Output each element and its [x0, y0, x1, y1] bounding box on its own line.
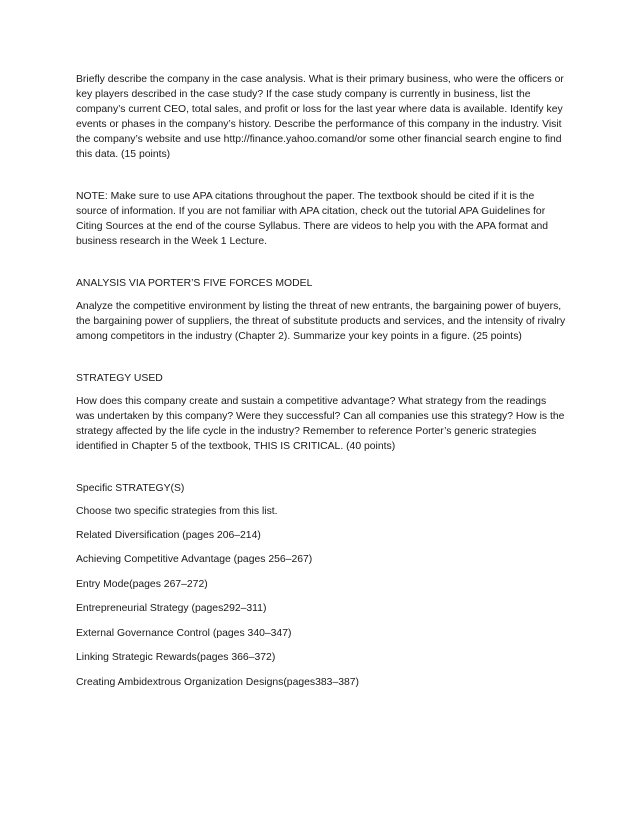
document-content — [76, 72, 566, 694]
spacer — [76, 291, 566, 299]
spacer — [76, 454, 566, 481]
intro-paragraph: Briefly describe the company in the case analysis. What is their primary business, who were the officers or key players described in the case study? If the case study company is currently in business, list the company’s current CEO, total sales, and profit or loss for the last year where data is available. Identify key events or phases in the company’s history. Describe the performance of this company in the industry. Visit the company’s website and use http://finance.yahoo.comand/or some other financial search engine to find this data. (15 points) — [76, 74, 564, 160]
specific-heading: Specific STRATEGY(S) — [76, 483, 185, 494]
strategy-list-item: Related Diversification (pages 206–214) — [76, 529, 261, 541]
spacer — [76, 344, 566, 371]
spacer — [76, 162, 566, 189]
note-paragraph: NOTE: Make sure to use APA citations throughout the paper. The textbook should be cited if it is the source of information. If you are not familiar with APA citation, check out the tutorial APA Guidelines for Citing Sources at the end of the course Syllabus. There are videos to help you with the APA format and business research in the Week 1 Lecture. — [76, 191, 549, 247]
spacer — [76, 249, 566, 276]
strategy-list-item: Linking Strategic Rewards(pages 366–372) — [76, 652, 276, 663]
strategy-list-item: Creating Ambidextrous Organization Designs(pages383–387) — [76, 676, 360, 688]
strategy-list-item: Entry Mode(pages 267–272) — [76, 578, 208, 590]
strategy-paragraph: How does this company create and sustain a competitive advantage? What strategy from the readings was undertaken by this company? Were they successful? Can all companies use this strategy? How is the strategy affected by the life cycle in the industry? Remember to reference Porter’s generic strategies identified in Chapter 5 of the textbook, THIS IS CRITICAL. (40 points) — [76, 396, 565, 452]
specific-instruction: Choose two specific strategies from this list. — [76, 506, 278, 517]
spacer — [76, 386, 566, 394]
strategy-list-item: External Governance Control (pages 340–347) — [76, 627, 292, 639]
strategy-list-item: Entrepreneurial Strategy (pages292–311) — [76, 603, 267, 614]
strategy-heading: STRATEGY USED — [76, 373, 163, 384]
porter-heading: ANALYSIS VIA PORTER’S FIVE FORCES MODEL — [76, 278, 313, 289]
porter-paragraph: Analyze the competitive environment by listing the threat of new entrants, the bargaining power of buyers, the bargaining power of suppliers, the threat of substitute products and services, and the intensity of rivalry among competitors in the industry (Chapter 2). Summarize your key points in a figure. (25 points) — [76, 301, 566, 342]
spacer — [76, 496, 566, 504]
strategy-list-item: Achieving Competitive Advantage (pages 256–267) — [76, 554, 313, 565]
